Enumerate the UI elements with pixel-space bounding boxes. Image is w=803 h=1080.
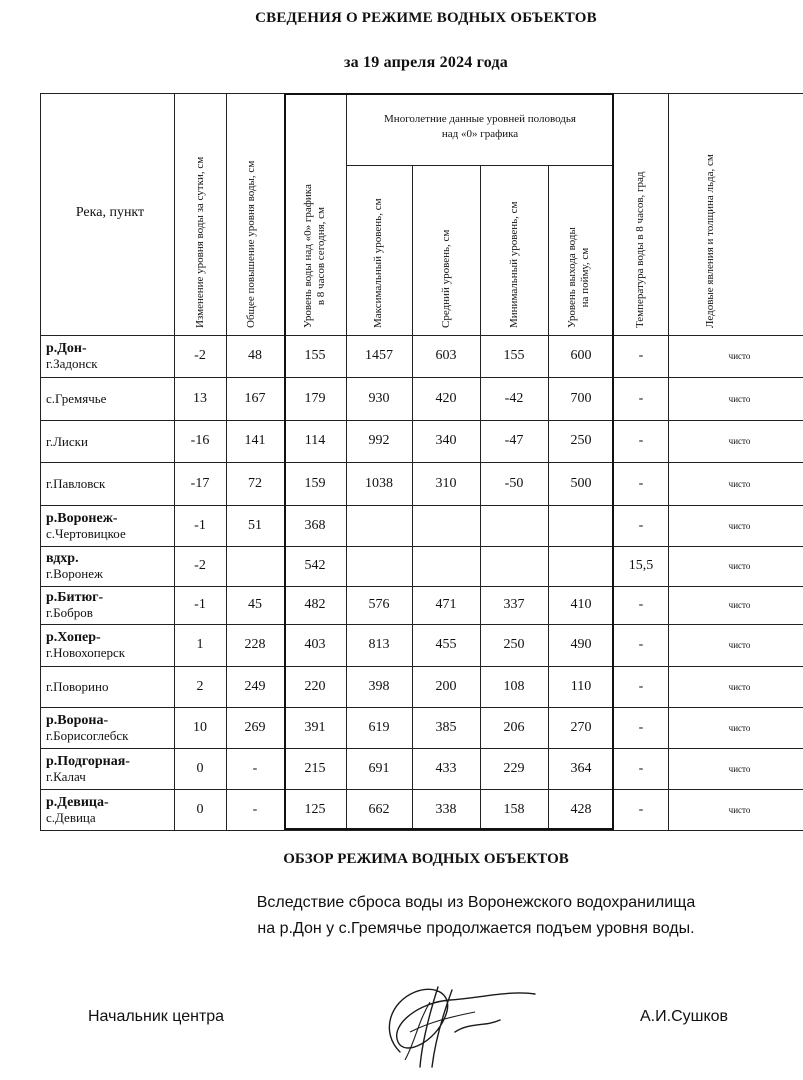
cell-change: 0 [196,760,204,776]
cell-change: -2 [194,558,206,573]
cell-min: -47 [504,433,524,448]
cell-max: 813 [368,637,390,652]
cell-temp: - [638,678,644,694]
overview-line-2: на р.Дон у с.Гремячье продолжается подъем уровня воды. [257,920,695,937]
row-place [46,789,174,830]
cell-level: 220 [304,678,326,694]
river-name: р.Ворона- [46,712,109,728]
post-name: г.Новохоперск [46,645,126,660]
cell-ice: чисто [728,478,751,489]
cell-min: -50 [504,475,524,491]
cell-level: 368 [304,517,326,533]
report-date: за 19 апреля 2024 года [344,54,508,71]
post-name: г.Борисоглебск [46,727,129,743]
cell-avg: 420 [435,390,457,406]
cell-level: 155 [304,348,326,363]
cell-min: 155 [503,348,525,363]
post-name: г.Лиски [46,433,88,449]
cell-flood: 490 [570,637,592,652]
cell-change: -17 [190,475,210,491]
cell-level: 125 [304,801,326,817]
cell-change: 1 [196,637,204,652]
cell-flood [548,505,614,546]
post-name: с.Чертовицкое [46,525,126,541]
river-name: р.Хопер- [46,630,101,645]
cell-flood: 270 [570,719,592,735]
row-place [46,420,174,462]
cell-min: -42 [504,390,524,406]
cell-ice: чисто [728,393,751,404]
cell-max: 691 [368,760,390,776]
header-ice: Ледовые явления и толщина льда, см [704,154,716,328]
cell-flood: 110 [570,678,592,694]
cell-rise: 51 [248,517,262,533]
cell-flood: 600 [570,348,592,363]
cell-rise: 45 [248,597,262,612]
cell-flood: 250 [570,433,592,448]
row-place [46,546,174,586]
cell-min: 206 [503,719,525,735]
row-place [46,505,174,546]
cell-ice: чисто [728,722,751,733]
signoff-name: А.И.Сушков [640,1008,729,1025]
river-name: р.Воронеж- [46,510,118,526]
cell-ice: чисто [728,436,751,446]
header-avg-level: Средний уровень, см [440,229,452,328]
cell-max: 398 [368,678,390,694]
cell-temp: - [638,475,644,491]
header-flood-level: Уровень выхода воды на пойму, см [566,227,591,328]
cell-avg: 310 [435,475,457,491]
cell-rise: 141 [244,433,266,448]
handwritten-signature [360,972,550,1072]
cell-temp: - [638,597,644,612]
cell-level: 159 [304,475,326,491]
cell-max: 992 [368,433,390,448]
signoff-position: Начальник центра [88,1008,225,1025]
cell-avg: 455 [435,637,457,652]
row-place [46,624,174,666]
river-name: р.Дон- [46,341,87,356]
cell-max: 1038 [365,475,393,491]
cell-min: 158 [503,801,525,817]
cell-flood: 364 [570,760,592,776]
post-name: с.Девица [46,809,96,825]
cell-max: 1457 [365,348,393,363]
cell-flood: 410 [570,597,592,612]
river-name: вдхр. [46,551,79,566]
cell-max [346,546,412,586]
post-name: г.Воронеж [46,566,103,581]
cell-rise [226,546,284,586]
header-temperature: Температура воды в 8 часов, град [634,171,646,328]
cell-max: 662 [368,801,390,817]
cell-rise: 269 [244,719,266,735]
cell-ice: чисто [728,763,751,774]
cell-ice: чисто [728,804,751,815]
cell-change: -1 [194,597,206,612]
cell-min: 337 [503,597,525,612]
cell-temp: - [638,390,644,406]
river-name: р.Битюг- [46,590,104,605]
river-name: р.Подгорная- [46,753,130,769]
cell-avg [412,505,480,546]
header-multiyear: Многолетние данные уровней половодья над «0» графика [384,113,576,140]
cell-min [480,546,548,586]
cell-temp: - [638,719,644,735]
cell-change: 10 [193,719,207,735]
cell-change: -2 [194,348,206,363]
header-river-point: Река, пункт [75,205,145,220]
cell-ice: чисто [728,681,751,692]
cell-rise: 228 [244,637,266,652]
cell-rise: 72 [248,475,262,491]
cell-rise: 48 [248,348,262,363]
post-name: г.Калач [46,768,86,784]
cell-temp: - [638,348,644,363]
cell-temp: - [638,801,644,817]
row-place [46,748,174,789]
cell-max: 576 [368,597,390,612]
header-level-today: Уровень воды над «0» графика в 8 часов сегодня, см [302,184,327,328]
cell-min [480,505,548,546]
cell-level: 179 [304,390,326,406]
header-min-level: Минимальный уровень, см [508,201,520,328]
cell-ice: чисто [728,520,751,531]
cell-level: 391 [304,719,326,735]
cell-ice: чисто [728,640,751,650]
row-place [46,462,174,505]
post-name: г.Задонск [46,356,98,371]
cell-ice: чисто [728,600,751,610]
post-name: с.Гремячье [46,391,107,406]
cell-flood: 428 [570,801,592,817]
cell-flood: 700 [570,390,592,406]
cell-ice: чисто [728,351,751,361]
river-name: р.Девица- [46,794,109,810]
document-title: СВЕДЕНИЯ О РЕЖИМЕ ВОДНЫХ ОБЪЕКТОВ [255,10,597,26]
cell-max: 619 [368,719,390,735]
header-max-level: Максимальный уровень, см [372,198,384,328]
cell-rise: 249 [244,678,266,694]
cell-max [346,505,412,546]
overview-title: ОБЗОР РЕЖИМА ВОДНЫХ ОБЪЕКТОВ [283,851,569,867]
row-place [46,377,174,420]
cell-avg: 338 [435,801,457,817]
cell-temp: - [638,433,644,448]
post-name: г.Бобров [46,605,93,620]
cell-level: 114 [304,433,326,448]
cell-min: 229 [503,760,525,776]
cell-avg: 471 [435,597,457,612]
cell-avg: 433 [435,760,457,776]
cell-avg: 200 [435,678,457,694]
post-name: г.Поворино [46,679,109,694]
cell-change: 2 [196,678,204,694]
cell-avg [412,546,480,586]
cell-level: 403 [304,637,326,652]
cell-change: 0 [196,801,204,817]
cell-min: 250 [503,637,525,652]
cell-avg: 603 [435,348,457,363]
header-total-rise: Общее повышение уровня воды, см [245,160,257,328]
cell-change: 13 [193,390,207,406]
cell-temp: - [638,760,644,776]
cell-change: -16 [190,433,210,448]
row-place [46,335,174,377]
cell-temp: - [638,517,644,533]
row-place [46,586,174,624]
cell-level: 215 [304,760,326,776]
row-place [46,707,174,748]
cell-flood [548,546,614,586]
cell-rise: - [252,760,258,776]
header-daily-change: Изменение уровня воды за сутки, см [194,156,206,328]
cell-change: -1 [194,517,206,533]
row-place [46,666,174,707]
cell-avg: 340 [435,433,457,448]
overview-line-1: Вследствие сброса воды из Воронежского водохранилища [256,894,696,911]
cell-max: 930 [368,390,390,406]
cell-level: 542 [304,558,326,573]
cell-rise: 167 [244,390,266,406]
cell-avg: 385 [435,719,457,735]
cell-ice: чисто [728,561,751,571]
cell-level: 482 [304,597,326,612]
cell-min: 108 [503,678,525,694]
cell-temp: - [638,637,644,652]
cell-flood: 500 [570,475,592,491]
cell-temp: 15,5 [628,558,654,573]
post-name: г.Павловск [46,476,106,491]
cell-rise: - [252,801,258,817]
